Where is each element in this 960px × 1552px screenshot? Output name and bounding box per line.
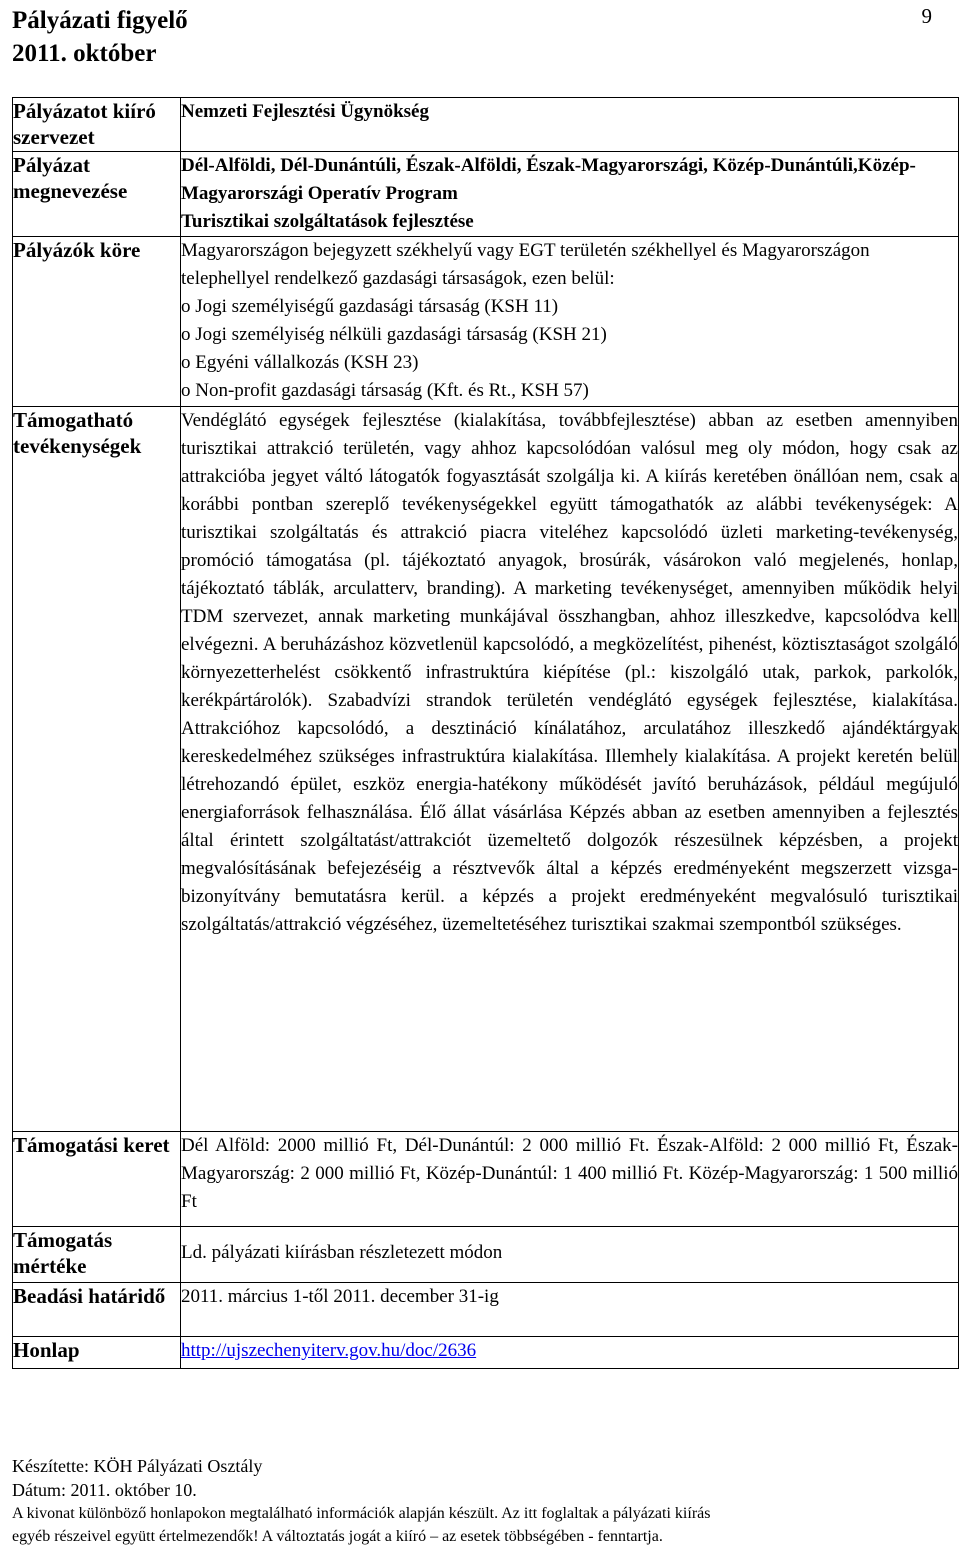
list-item: o Jogi személyiség nélküli gazdasági társaság (KSH 21): [181, 324, 607, 345]
call-name: Turisztikai szolgáltatások fejlesztése: [181, 211, 474, 232]
footer-note: A kivonat különböző honlapokon megtalálható információk alapján készült. Az itt foglaltak a pályázati kiírás: [12, 1505, 711, 1522]
value-kore: [181, 237, 959, 407]
label-mertek: Támogatás mértéke: [13, 1227, 181, 1283]
value-mertek: Ld. pályázati kiírásban részletezett módon: [181, 1227, 959, 1283]
footer-date: Dátum: 2011. október 10.: [12, 1480, 197, 1500]
table-row: [13, 98, 959, 152]
value-tevekenysegek: Vendéglátó egységek fejlesztése (kialakítása, továbbfejlesztése) abban az esetben amennyiben turisztikai attrakció területén, vagy ahhoz kapcsolódóan valósul meg oly módon, hogy csak az attrakcióba jegyet váltó látogatók fogyasztását szolgálja ki. A kiírás keretében önállóan nem, csak a korábbi pontban szereplő tevékenységekkel együtt támogathatók az alábbi tevékenységek: A turisztikai szolgáltatás és attrakció piacra viteléhez kapcsolódó üzleti marketing-tevékenység, promóció támogatása (pl. tájékoztató anyagok, brosúrák, vásárokon való megjelenés, honlap, tájékoztató táblák, arculatterv, branding). A marketing tevékenységet, amennyiben működik helyi TDM szervezet, annak marketing munkájával összhangban, ahhoz illeszkedve, kapcsolódva kell elvégezni. A beruházáshoz közvetlenül kapcsolódó, a megközelítést, pihenést, köztisztaságot szolgáló környezetterhelést csökkentő infrastruktúra kiépítése (pl.: kiszolgáló utak, parkok, parkolók, kerékpártárolók). Szabadvízi strandok területén vendéglátó egységek fejlesztése, kialakítása. Attrakcióhoz kapcsolódó, a desztináció kínálatához, arculatához illeszkedő ajándéktárgyak kereskedelméhez szükséges infrastruktúra kialakítása. Illemhely kialakítása. A projekt keretén belül létrehozandó épület, eszköz energia-hatékony működését javító beruházások, például megújuló energiaforrások felhasználása. Élő állat vásárlása Képzés abban az esetben amennyiben a fejlesztés által érintett szolgáltatást/attrakciót üzemeltető dolgozók részesülnek képzésben, a projekt megvalósításának befejezéséig a résztvevők által a képzés eredményeként megszerzett vizsga-bizonyítvány bemutatásra kerül. a képzés a projekt eredményeként megvalósuló turisztikai szolgáltatás/attrakció végzéséhez, üzemeltetéséhez turisztikai szakmai szempontból szükséges.: [181, 407, 959, 1132]
footer-note: egyéb részeivel együtt értelmezendők! A változtatás jogát a kiíró – az esetek többségében - fenntartja.: [12, 1528, 663, 1545]
label-hatarido: Beadási határidő: [13, 1283, 181, 1337]
label-keret: Támogatási keret: [13, 1132, 181, 1227]
program-name: Dél-Alföldi, Dél-Dunántúli, Észak-Alföldi, Észak-Magyarországi, Közép-Dunántúli,Közép-Magyarországi Operatív Program: [181, 155, 916, 204]
page-number: 9: [921, 4, 932, 28]
page-header: [12, 4, 188, 70]
header-date: 2011. október: [12, 40, 157, 67]
value-kiiro: Nemzeti Fejlesztési Ügynökség: [181, 98, 959, 152]
value-keret: Dél Alföld: 2000 millió Ft, Dél-Dunántúl: 2 000 millió Ft. Észak-Alföld: 2 000 millió Ft, Észak-Magyarország: 2 000 millió Ft, Közép-Dunántúl: 1 400 millió Ft. Közép-Magyarország: 1 500 millió Ft: [181, 1132, 959, 1227]
value-megnevezes: [181, 152, 959, 237]
label-honlap: Honlap: [13, 1337, 181, 1369]
table-row: [13, 1227, 959, 1283]
page-footer: [12, 1454, 952, 1548]
grant-info-table: [12, 97, 959, 1369]
value-honlap: [181, 1337, 959, 1369]
table-row: [13, 1283, 959, 1337]
label-tevekenysegek: Támogatható tevékenységek: [13, 407, 181, 1132]
label-megnevezes: Pályázat megnevezése: [13, 152, 181, 237]
list-item: o Jogi személyiségű gazdasági társaság (KSH 11): [181, 296, 559, 317]
table-row: [13, 237, 959, 407]
label-kiiro: Pályázatot kiíró szervezet: [13, 98, 181, 152]
header-title: Pályázati figyelő: [12, 7, 188, 34]
list-item: o Non-profit gazdasági társaság (Kft. és Rt., KSH 57): [181, 380, 589, 401]
table-row: [13, 152, 959, 237]
website-link[interactable]: http://ujszechenyiterv.gov.hu/doc/2636: [181, 1340, 477, 1361]
footer-author: Készítette: KÖH Pályázati Osztály: [12, 1456, 263, 1476]
label-kore: Pályázók köre: [13, 237, 181, 407]
applicants-intro: Magyarországon bejegyzett székhelyű vagy EGT területén székhellyel és Magyarországon telephellyel rendelkező gazdasági társaságok, ezen belül:: [181, 240, 870, 289]
table-row: [13, 407, 959, 1132]
value-hatarido: 2011. március 1-től 2011. december 31-ig: [181, 1283, 959, 1337]
list-item: o Egyéni vállalkozás (KSH 23): [181, 352, 419, 373]
table-row: [13, 1337, 959, 1369]
table-row: [13, 1132, 959, 1227]
